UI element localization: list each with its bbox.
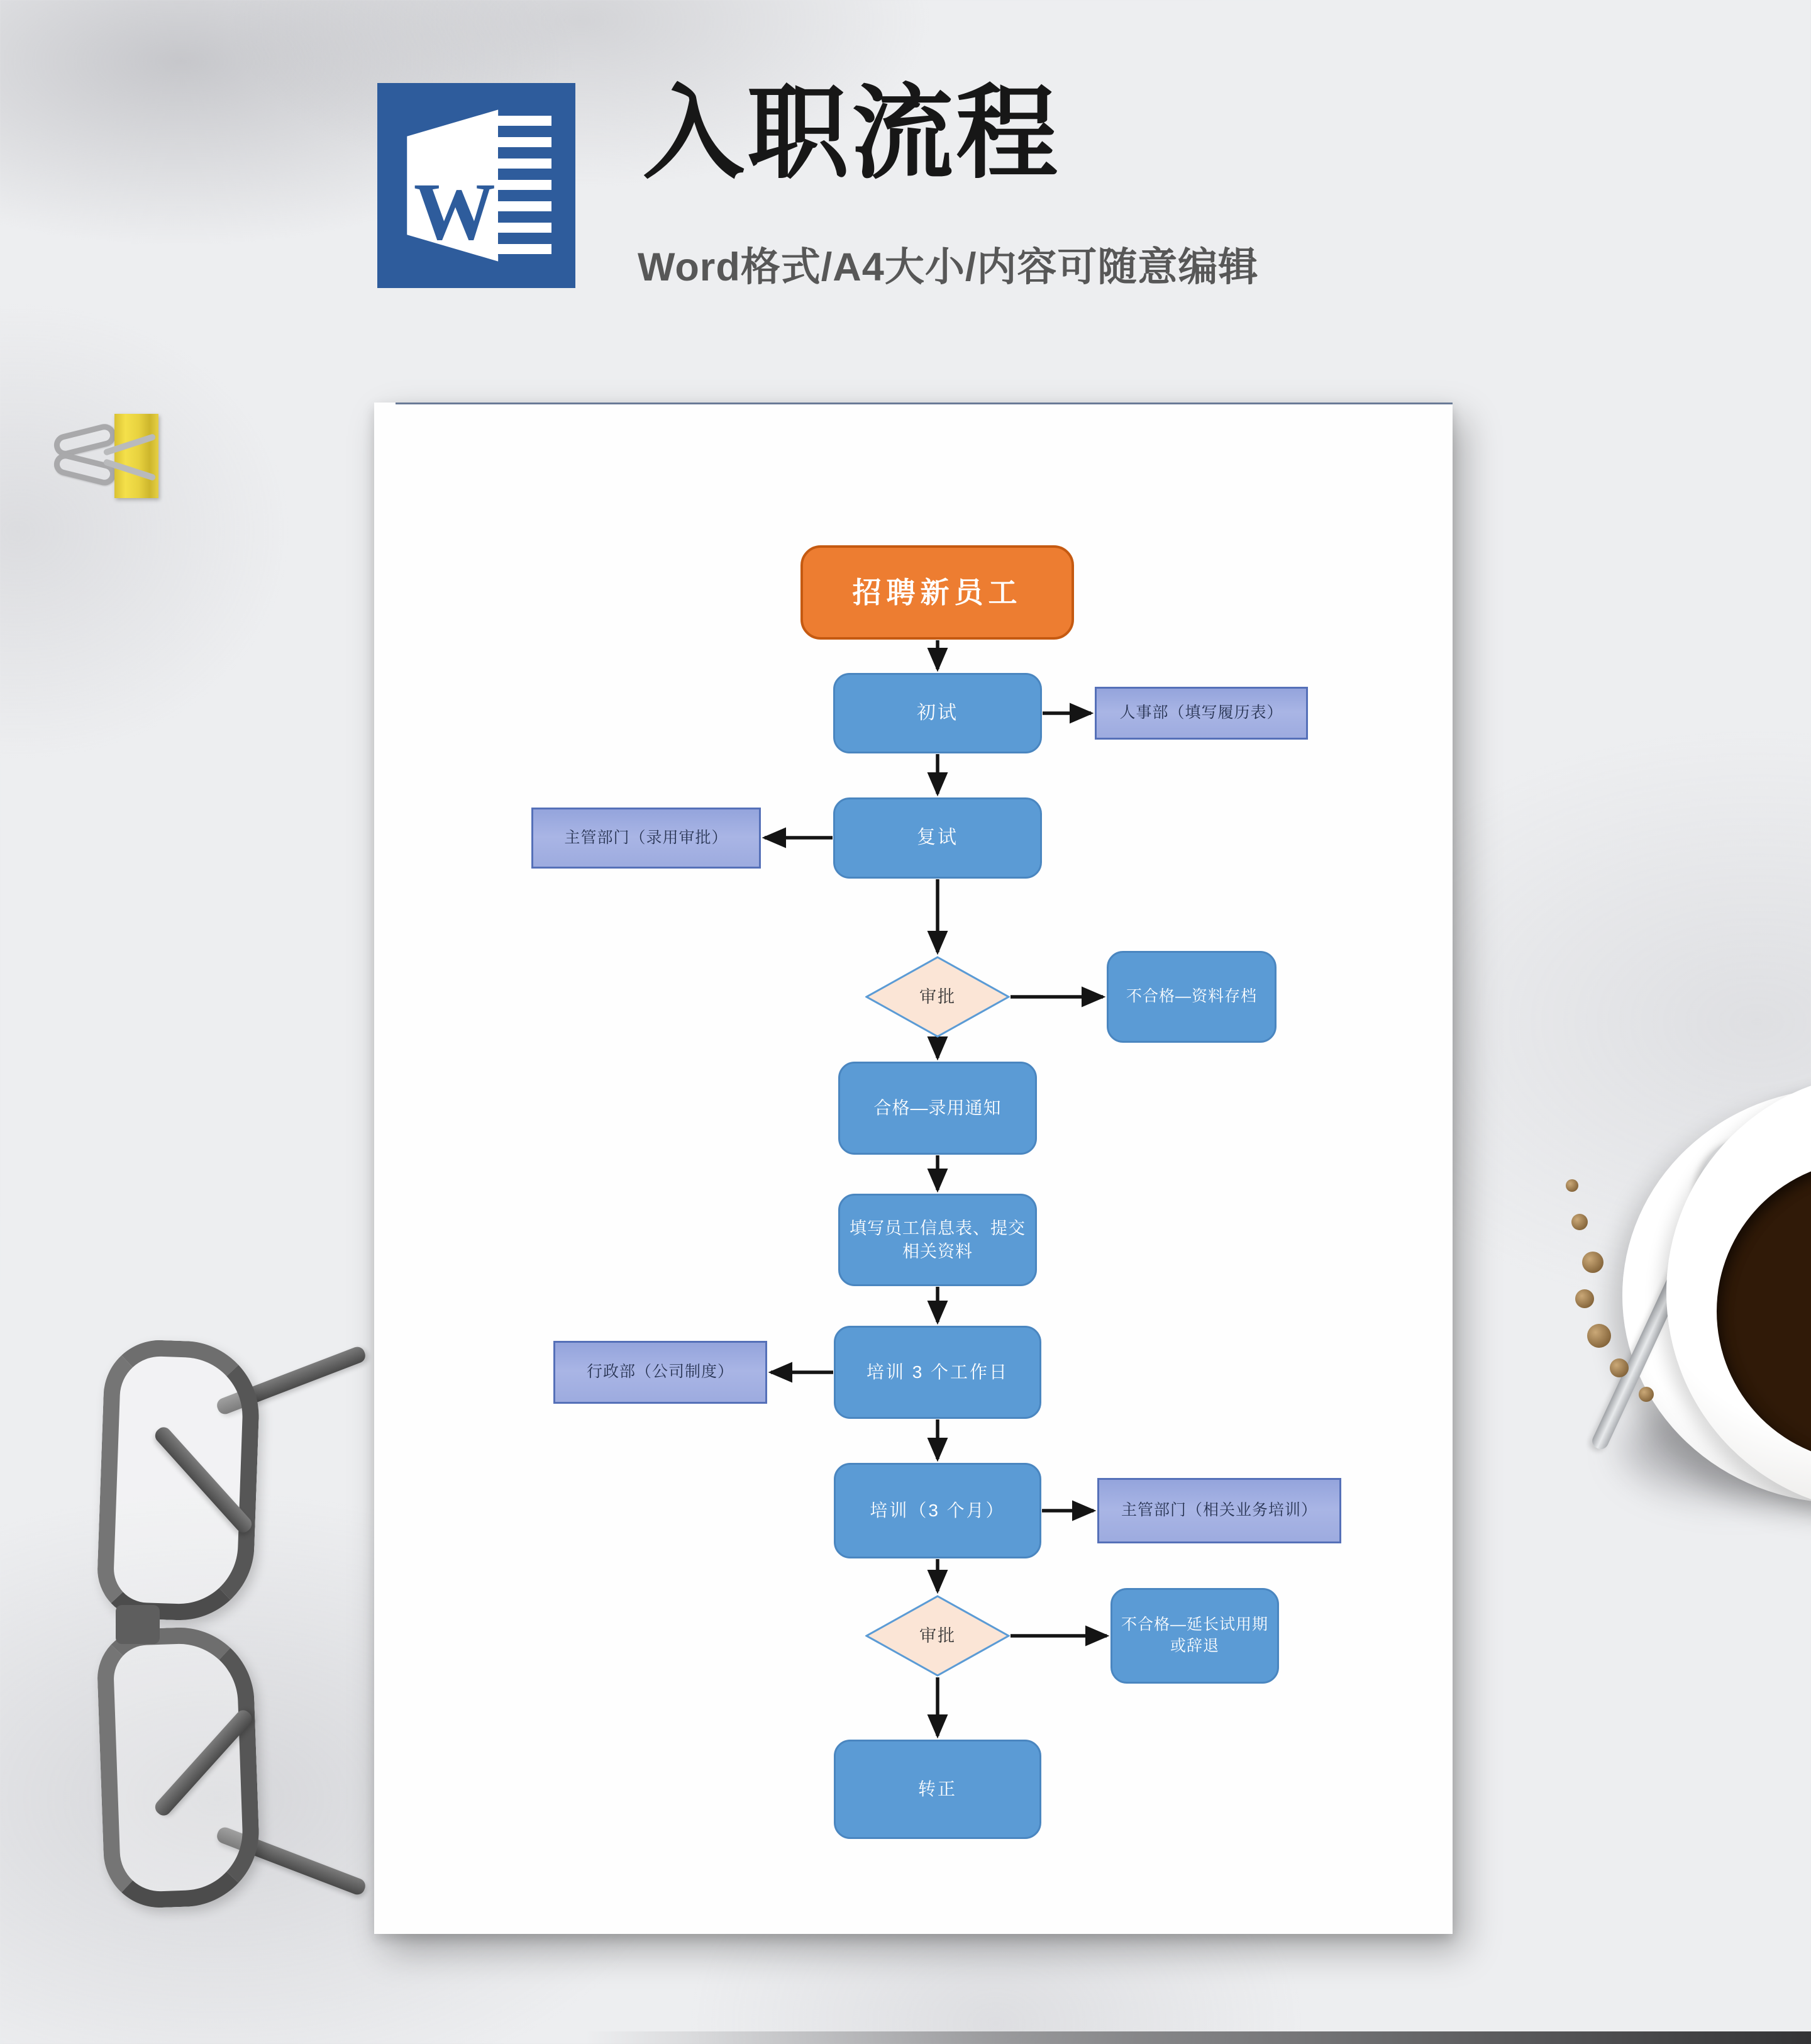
page-title: 入职流程 xyxy=(643,77,1060,191)
coffee-bubble xyxy=(1587,1324,1611,1348)
onboarding-flowchart xyxy=(374,403,1453,1934)
word-logo-letter: W xyxy=(413,167,496,258)
flow-node-supervisor-training: 主管部门（相关业务培训） xyxy=(1097,1478,1341,1543)
diamond-label: 审批 xyxy=(919,1626,956,1645)
coffee-bubble xyxy=(1639,1387,1654,1402)
flow-node-approval-1 xyxy=(865,956,1010,1038)
coffee-cup xyxy=(1547,1069,1811,1547)
word-logo-text-lines xyxy=(498,116,551,255)
flow-node-hr-dept: 人事部（填写履历表） xyxy=(1095,687,1308,740)
table-edge xyxy=(585,2031,1811,2044)
word-logo-icon xyxy=(377,83,575,288)
flow-node-pass-notice: 合格—录用通知 xyxy=(838,1062,1037,1155)
flow-node-recruit: 招聘新员工 xyxy=(800,545,1074,640)
flow-node-supervisor-approval: 主管部门（录用审批） xyxy=(531,808,761,869)
page-subtitle: Word格式/A4大小/内容可随意编辑 xyxy=(638,245,1259,289)
flow-node-first-interview: 初试 xyxy=(833,673,1042,753)
coffee-bubble xyxy=(1571,1214,1588,1230)
diamond-label: 审批 xyxy=(919,987,956,1006)
flow-node-regular: 转正 xyxy=(834,1740,1041,1839)
flow-node-training-3-months: 培训（3 个月） xyxy=(834,1463,1041,1558)
flow-node-fail-archive: 不合格—资料存档 xyxy=(1107,951,1277,1043)
coffee-bubble xyxy=(1575,1289,1594,1308)
flow-node-second-interview: 复试 xyxy=(833,797,1042,879)
eyeglasses-bridge xyxy=(116,1605,160,1644)
binder-clip-body xyxy=(114,414,158,498)
flow-node-training-3-days: 培训 3 个工作日 xyxy=(834,1326,1041,1419)
coffee-bubble xyxy=(1610,1358,1629,1377)
eyeglasses-lens xyxy=(96,1338,261,1623)
coffee-bubble xyxy=(1582,1252,1603,1273)
flow-node-fail-extend: 不合格—延长试用期或辞退 xyxy=(1110,1588,1279,1684)
flow-node-admin-dept: 行政部（公司制度） xyxy=(553,1341,767,1404)
eyeglasses xyxy=(75,1314,402,1912)
flow-node-fill-info: 填写员工信息表、提交相关资料 xyxy=(838,1194,1037,1286)
flow-node-approval-2 xyxy=(865,1595,1010,1677)
binder-clip xyxy=(53,409,192,503)
document-paper xyxy=(374,403,1453,1934)
coffee-bubble xyxy=(1566,1179,1578,1192)
eyeglasses-lens xyxy=(96,1625,261,1909)
binder-clip-handle xyxy=(52,450,118,487)
